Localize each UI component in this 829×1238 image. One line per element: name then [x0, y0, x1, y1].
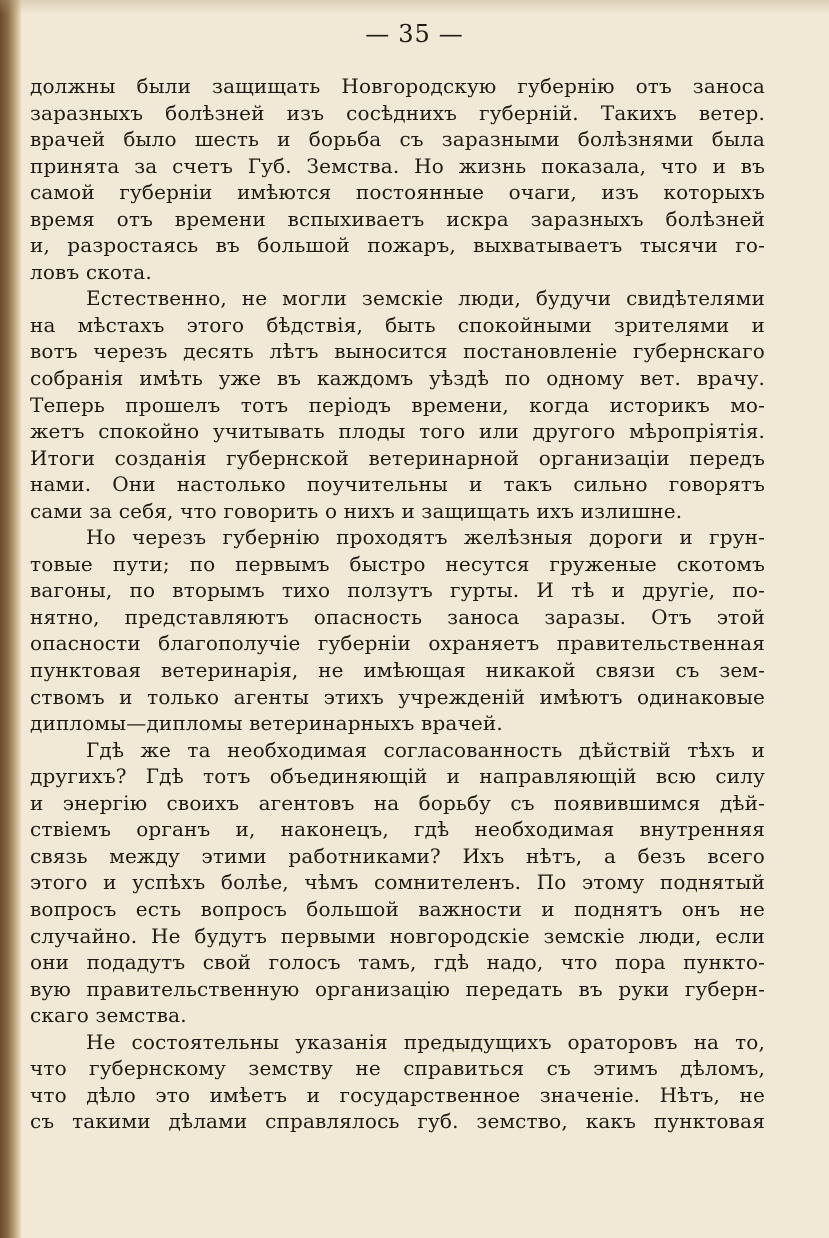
- text-line: что дѣло это имѣетъ и государственное значеніе. Нѣтъ, не: [30, 1082, 765, 1107]
- text-line: врачей было шесть и борьба съ заразными болѣзнями была: [30, 127, 765, 152]
- text-line: ствіемъ органъ и, наконецъ, гдѣ необходимая внутренняя: [30, 817, 765, 842]
- text-line: и, разростаясь въ большой пожаръ, выхватываетъ тысячи го-: [30, 233, 765, 258]
- text-line: ствомъ и только агенты этихъ учрежденій имѣютъ одинаковые: [30, 684, 765, 709]
- text-line: съ такими дѣлами справлялось губ. земство, какъ пунктовая: [30, 1109, 765, 1134]
- text-line: Гдѣ же та необходимая согласованность дѣйствій тѣхъ и: [86, 737, 765, 762]
- text-line: Но черезъ губернію проходятъ желѣзныя дороги и грун-: [86, 525, 765, 550]
- text-line: Естественно, не могли земскіе люди, будучи свидѣтелями: [86, 286, 765, 311]
- text-line: другихъ? Гдѣ тотъ объединяющій и направляющій всю силу: [30, 764, 765, 789]
- text-line: принята за счетъ Губ. Земства. Но жизнь показала, что и въ: [30, 153, 765, 178]
- page-number-dash-right: —: [438, 20, 464, 48]
- text-line: нами. Они настолько поучительны и такъ сильно говорятъ: [30, 472, 765, 497]
- text-line: на мѣстахъ этого бѣдствія, быть спокойными зрителями и: [30, 312, 765, 337]
- text-line: вагоны, по вторымъ тихо ползутъ гурты. И тѣ и другіе, по-: [30, 578, 765, 603]
- text-line: они подадутъ свой голосъ тамъ, гдѣ надо, что пора пункто-: [30, 950, 765, 975]
- text-line: жетъ спокойно учитывать плоды того или другого мѣропріятія.: [30, 419, 765, 444]
- page-number-dash-left: —: [365, 20, 391, 48]
- page-top-shade: [0, 0, 829, 14]
- text-line: дипломы—дипломы ветеринарныхъ врачей.: [30, 711, 503, 736]
- text-line: заразныхъ болѣзней изъ сосѣднихъ губерній. Такихъ ветер.: [30, 100, 765, 125]
- text-line: сами за себя, что говорить о нихъ и защищать ихъ излишне.: [30, 498, 683, 523]
- text-line: время отъ времени вспыхиваетъ искра заразныхъ болѣзней: [30, 206, 765, 231]
- text-line: вопросъ есть вопросъ большой важности и поднятъ онъ не: [30, 896, 765, 921]
- text-line: нятно, представляютъ опасность заноса заразы. Отъ этой: [30, 604, 765, 629]
- text-line: товые пути; по первымъ быстро несутся груженые скотомъ: [30, 551, 765, 576]
- text-line: пунктовая ветеринарія, не имѣющая никакой связи съ зем-: [30, 658, 765, 683]
- text-line: собранія имѣть уже въ каждомъ уѣздѣ по одному вет. врачу.: [30, 366, 765, 391]
- text-line: ловъ скота.: [30, 259, 152, 284]
- text-line: что губернскому земству не справиться съ этимъ дѣломъ,: [30, 1056, 765, 1081]
- page-number: 35: [398, 20, 431, 48]
- text-line: опасности благополучіе губерніи охраняетъ правительственная: [30, 631, 765, 656]
- text-line: самой губерніи имѣются постоянные очаги, изъ которыхъ: [30, 180, 765, 205]
- text-line: вотъ черезъ десять лѣтъ выносится постановленіе губернскаго: [30, 339, 765, 364]
- body-text: [30, 73, 765, 1135]
- text-line: связь между этими работниками? Ихъ нѣтъ, а безъ всего: [30, 843, 765, 868]
- text-line: и энергію своихъ агентовъ на борьбу съ появившимся дѣй-: [30, 790, 765, 815]
- text-line: вую правительственную организацію передать въ руки губерн-: [30, 976, 765, 1001]
- text-line: должны были защищать Новгородскую губернію отъ заноса: [30, 74, 765, 98]
- text-line: этого и успѣхъ болѣе, чѣмъ сомнителенъ. По этому поднятый: [30, 870, 765, 895]
- text-line: Итоги созданія губернской ветеринарной организаціи передъ: [30, 445, 765, 470]
- text-line: случайно. Не будутъ первыми новгородскіе земскіе люди, если: [30, 923, 765, 948]
- text-line: Не состоятельны указанія предыдущихъ ораторовъ на то,: [86, 1029, 765, 1054]
- text-line: Теперь прошелъ тотъ періодъ времени, когда историкъ мо-: [30, 392, 765, 417]
- text-line: скаго земства.: [30, 1003, 187, 1028]
- book-gutter-shadow: [0, 0, 22, 1238]
- page-number-header: [0, 20, 829, 48]
